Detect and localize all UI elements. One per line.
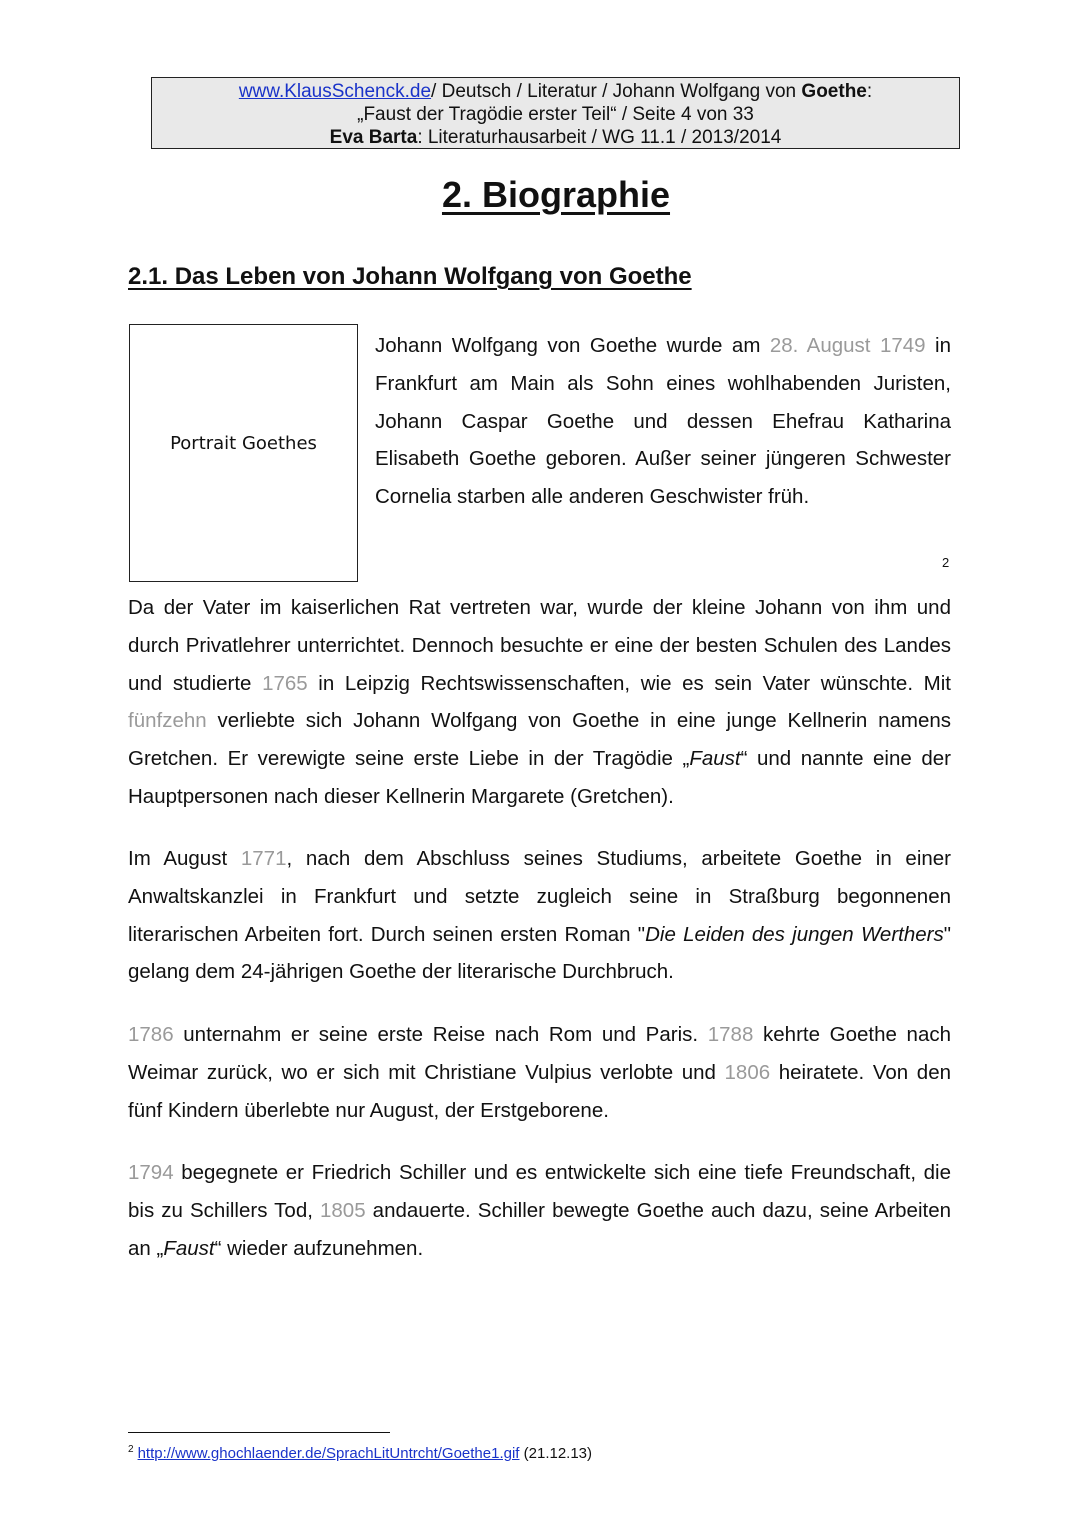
footnote-divider: [128, 1432, 390, 1433]
paragraph-youth: Da der Vater im kaiserlichen Rat vertreten war, wurde der kleine Johann von ihm und durch Privatlehrer unterrichtet. Dennoch besuchte er eine der besten Schulen des Landes und studierte 1765 in Leipzig Rechtswissenschaften, wie es sein Vater wünschte. Mit fünfzehn verliebte sich Johann Wolfgang von Goethe in eine junge Kellnerin namens Gretchen. Er verewigte seine erste Liebe in der Tragödie „Faust“ und nannte eine der Hauptpersonen nach dieser Kellnerin Margarete (Gretchen).: [128, 596, 951, 808]
footnote-reference: 2: [942, 555, 950, 570]
header-line-1: www.KlausSchenck.de/ Deutsch / Literatur / Johann Wolfgang von Goethe:: [238, 81, 873, 102]
portrait-placeholder: [129, 324, 358, 582]
footnote: $^2$ http://www.ghochlaender.de/SprachLitUntrcht/Goethe1.gif (21.12.13): [128, 1444, 593, 1462]
document-header: [151, 77, 960, 149]
section-heading: 2.1. Das Leben von Johann Wolfgang von Goethe: [128, 263, 692, 290]
paragraph-career: Im August 1771, nach dem Abschluss seines Studiums, arbeitete Goethe in einer Anwaltskanzlei in Frankfurt und setzte zugleich seine in Straßburg begonnenen literarischen Arbeiten fort. Durch seinen ersten Roman "Die Leiden des jungen Werthers" gelang dem 24-jährigen Goethe der literarische Durchbruch.: [128, 847, 952, 984]
birth-date: 28. August 1749: [769, 334, 926, 357]
site-link[interactable]: www.KlausSchenck.de: [238, 81, 432, 102]
intro-paragraph: Johann Wolfgang von Goethe wurde am 28. August 1749 in Frankfurt am Main als Sohn eines wohlhabenden Juristen, Johann Caspar Goethe und dessen Ehefrau Katharina Elisabeth Goethe geboren. Außer seiner jüngeren Schwester Cornelia starben alle anderen Geschwister früh.: [375, 334, 951, 509]
footnote-link[interactable]: http://www.ghochlaender.de/SprachLitUntrcht/Goethe1.gif: [137, 1445, 520, 1462]
paragraph-schiller: 1794 begegnete er Friedrich Schiller und es entwickelte sich eine tiefe Freundschaft, die bis zu Schillers Tod, 1805 andauerte. Schiller bewegte Goethe auch dazu, seine Arbeiten an „Faust“ wieder aufzunehmen.: [128, 1161, 952, 1260]
portrait-label: Portrait Goethes: [170, 432, 317, 454]
header-line-2: „Faust der Tragödie erster Teil“ / Seite 4 von 33: [357, 104, 754, 125]
header-line-3: Eva Barta: Literaturhausarbeit / WG 11.1 / 2013/2014: [329, 127, 782, 148]
paragraph-travel: 1786 unternahm er seine erste Reise nach Rom und Paris. 1788 kehrte Goethe nach Weimar zurück, wo er sich mit Christiane Vulpius verlobte und 1806 heiratete. Von den fünf Kindern überlebte nur August, der Erstgeborene.: [128, 1023, 952, 1122]
page-title: 2. Biographie: [441, 174, 671, 215]
